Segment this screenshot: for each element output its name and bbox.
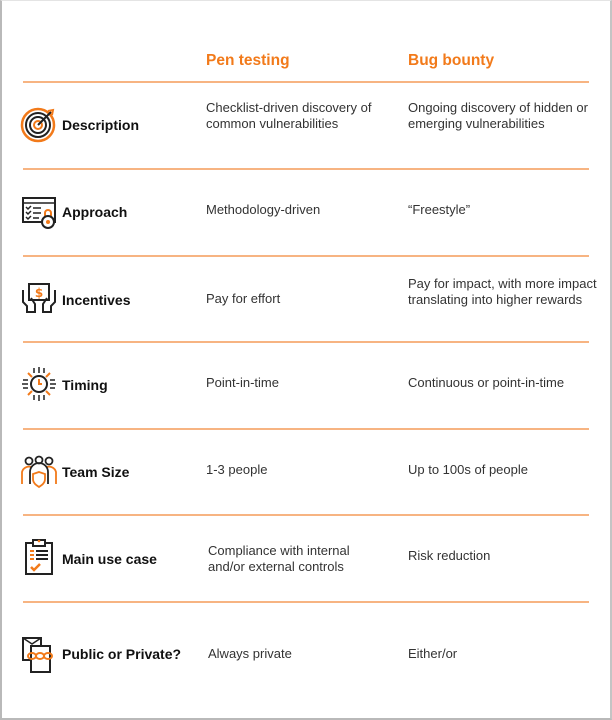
clipboard-check-icon (20, 538, 58, 576)
hands-money-icon (20, 280, 58, 318)
target-icon (20, 105, 58, 143)
divider (23, 255, 589, 257)
row-label: Public or Private? (62, 646, 182, 662)
pen-testing-cell: Checklist-driven discovery of common vulnerabilities (206, 100, 372, 131)
documents-chain-icon (20, 635, 58, 673)
divider (23, 514, 589, 516)
divider (23, 168, 589, 170)
column-header-bug-bounty: Bug bounty (408, 52, 495, 69)
pen-testing-cell: Compliance with internal and/or external controls (208, 543, 350, 574)
bug-bounty-cell: Risk reduction (408, 548, 491, 563)
row-label: Team Size (62, 464, 130, 480)
bug-bounty-cell: Ongoing discovery of hidden or emerging vulnerabilities (408, 100, 588, 131)
row-label: Main use case (62, 551, 157, 567)
svg-text:$: $ (34, 286, 44, 300)
team-shield-icon (20, 454, 58, 492)
pen-testing-cell: Point-in-time (206, 375, 279, 390)
checklist-browser-lock-icon (20, 194, 58, 232)
bug-bounty-cell: “Freestyle” (408, 202, 471, 217)
divider (23, 601, 589, 603)
column-header-pen-testing: Pen testing (206, 52, 290, 69)
pen-testing-cell: Always private (208, 646, 292, 661)
bug-bounty-cell: Either/or (408, 646, 458, 661)
divider (23, 341, 589, 343)
pen-testing-cell: Pay for effort (206, 291, 281, 306)
bug-bounty-cell: Pay for impact, with more impact translating into higher rewards (408, 276, 597, 307)
row-label: Approach (62, 204, 128, 220)
row-label: Timing (62, 377, 108, 393)
pen-testing-cell: Methodology-driven (206, 202, 321, 217)
divider (23, 428, 589, 430)
row-label: Description (62, 117, 140, 133)
divider (23, 81, 589, 83)
row-label: Incentives (62, 292, 131, 308)
bug-bounty-cell: Continuous or point-in-time (408, 375, 565, 390)
bug-bounty-cell: Up to 100s of people (408, 462, 528, 477)
pen-testing-cell: 1-3 people (206, 462, 268, 477)
clock-radiating-icon (20, 365, 58, 403)
